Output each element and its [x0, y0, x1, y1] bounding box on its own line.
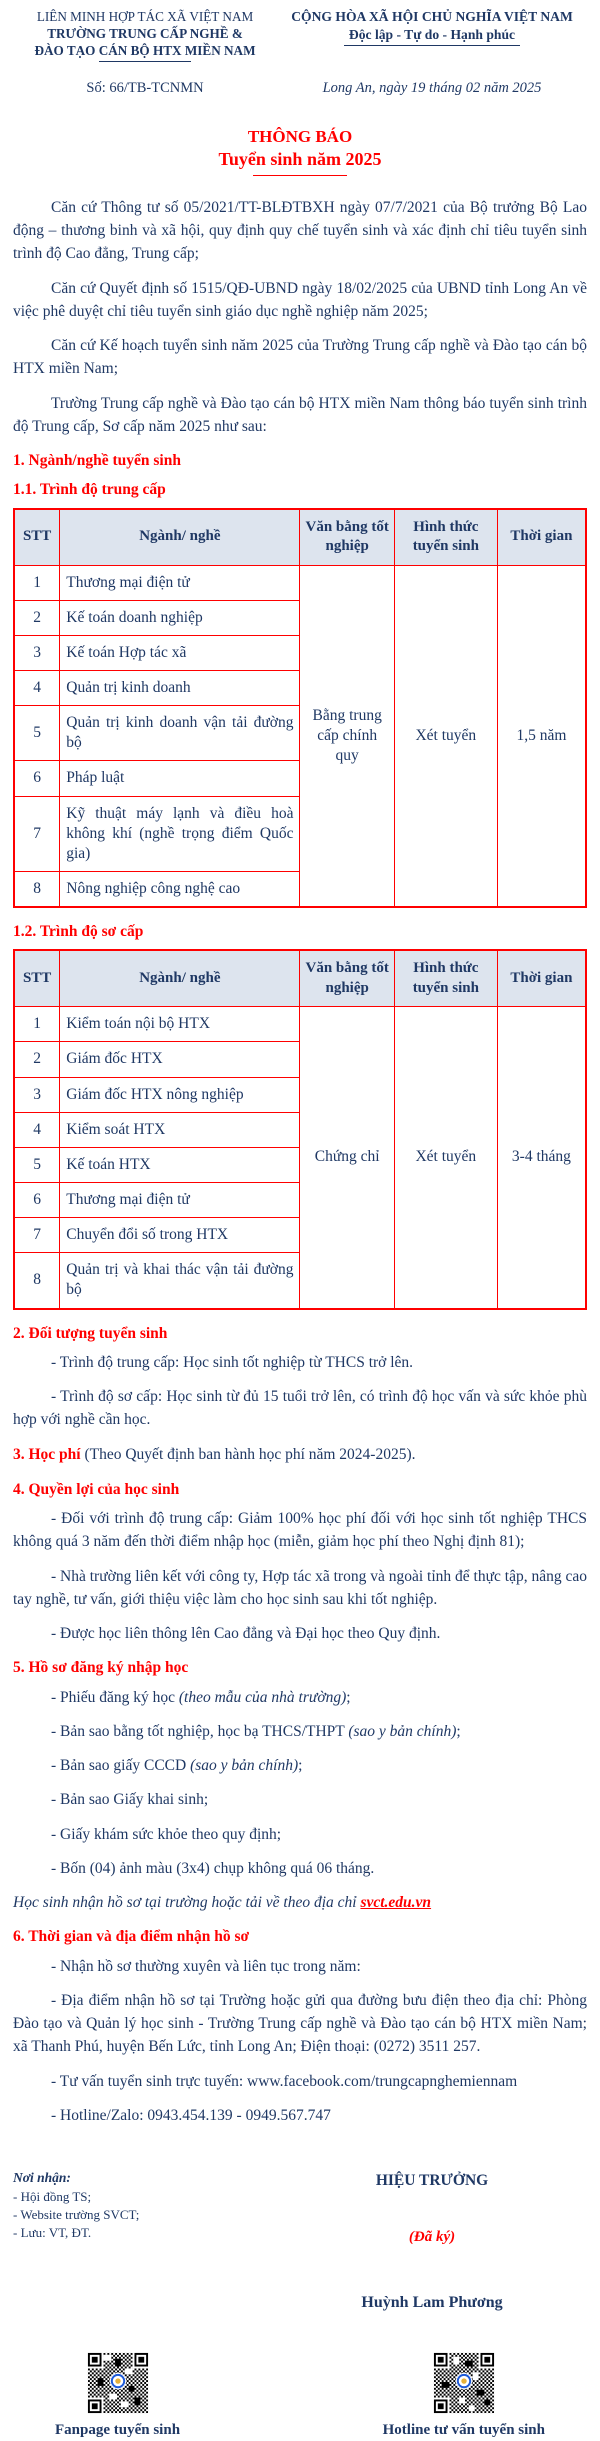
row-number: 3	[14, 635, 60, 670]
section2-item: - Trình độ trung cấp: Học sinh tốt nghiệp từ THCS trở lên.	[51, 1353, 414, 1371]
section5-item	[13, 1823, 587, 1846]
section3-rest: (Theo Quyết định ban hành học phí năm 2024-2025).	[80, 1445, 416, 1463]
place-date-line: Long An, ngày 19 tháng 02 năm 2025	[322, 80, 542, 97]
item-tail: ;	[346, 1688, 351, 1706]
column-header-major: Ngành/ nghề	[60, 950, 300, 1007]
degree-cell: Chứng chỉ	[300, 1007, 394, 1309]
section6-item: - Nhận hồ sơ thường xuyên và liên tục trong năm:	[51, 1957, 361, 1975]
section3-line	[13, 1443, 587, 1466]
section5-item	[13, 1686, 587, 1709]
row-number: 1	[14, 565, 60, 600]
item-note: (sao y bản chính)	[190, 1757, 299, 1775]
title-line1: THÔNG BÁO	[247, 127, 353, 147]
recipient-item: - Hội đồng TS;	[13, 2188, 92, 2204]
fanpage-qr-block	[55, 2351, 180, 2441]
major-name: Giám đốc HTX nông nghiệp	[60, 1077, 300, 1112]
row-number: 5	[14, 706, 60, 761]
section4-item: - Nhà trường liên kết với công ty, Hợp tác xã trong và ngoài tỉnh để thực tập, nâng cao tay nghề, tư vấn, giới thiệu việc làm cho học sinh sau khi tốt nghiệp.	[13, 1567, 587, 1608]
column-header-duration: Thời gian	[497, 950, 586, 1007]
item-text: - Bản sao giấy CCCD	[51, 1757, 191, 1775]
item-text: - Bản sao bằng tốt nghiệp, học bạ THCS/THPT	[51, 1722, 349, 1740]
major-name: Quản trị kinh doanh	[60, 670, 300, 705]
admission-method-cell: Xét tuyển	[394, 1007, 497, 1309]
duration-cell: 1,5 năm	[497, 565, 586, 907]
column-header-duration: Thời gian	[497, 509, 586, 566]
item-tail: ;	[456, 1722, 461, 1740]
row-number: 6	[14, 1183, 60, 1218]
hotline-zalo-line: - Hotline/Zalo: 0943.454.139 - 0949.567.747	[51, 2106, 331, 2124]
download-note-text: Học sinh nhận hồ sơ tại trường hoặc tải về theo địa chỉ	[13, 1894, 361, 1912]
major-name: Nông nghiệp công nghệ cao	[60, 871, 300, 907]
title-underline-rule	[253, 175, 347, 176]
section6-heading: 6. Thời gian và địa điểm nhận hồ sơ	[13, 1928, 250, 1946]
major-name: Quản trị kinh doanh vận tải đường bộ	[60, 706, 300, 761]
major-name: Quản trị và khai thác vận tải đường bộ	[60, 1253, 300, 1309]
row-number: 8	[14, 871, 60, 907]
section4-heading: 4. Quyền lợi của học sinh	[13, 1480, 180, 1498]
document-number: Số: 66/TB-TCNMN	[86, 80, 204, 97]
download-note-line	[13, 1891, 587, 1914]
major-name: Thương mại điện tử	[60, 1183, 300, 1218]
signer-title: HIỆU TRƯỞNG	[375, 2172, 489, 2190]
row-number: 6	[14, 761, 60, 796]
major-name: Giám đốc HTX	[60, 1042, 300, 1077]
item-tail: ;	[298, 1757, 303, 1775]
section5-item	[13, 1857, 587, 1880]
row-number: 4	[14, 670, 60, 705]
item-note: (sao y bản chính)	[348, 1722, 457, 1740]
duration-cell: 3-4 tháng	[497, 1007, 586, 1309]
document-body	[13, 196, 587, 2127]
recipients-label: Nơi nhận:	[13, 2170, 71, 2186]
item-text: - Phiếu đăng ký học	[51, 1688, 179, 1706]
table-header-row	[14, 509, 586, 566]
major-name: Kiểm toán nội bộ HTX	[60, 1007, 300, 1042]
row-number: 7	[14, 1218, 60, 1253]
column-header-stt: STT	[14, 950, 60, 1007]
fanpage-qr-label: Fanpage tuyển sinh	[55, 2421, 181, 2438]
major-name: Pháp luật	[60, 761, 300, 796]
fanpage-qr-code-image	[86, 2351, 150, 2415]
signature-block	[277, 2169, 587, 2315]
item-text: - Bốn (04) ảnh màu (3x4) chụp không quá 06 tháng.	[51, 1859, 375, 1877]
signer-name: Huỳnh Lam Phương	[361, 2293, 503, 2311]
section2-item: - Trình độ sơ cấp: Học sinh từ đủ 15 tuổi trở lên, có trình độ học vấn và sức khỏe phù hợp với nghề cần học.	[13, 1388, 587, 1429]
document-title	[13, 126, 587, 176]
column-header-method: Hình thức tuyển sinh	[394, 509, 497, 566]
recipient-item: - Website trường SVCT;	[13, 2207, 140, 2223]
letterhead	[13, 8, 587, 62]
degree-cell: Bằng trung cấp chính quy	[300, 565, 394, 907]
row-number: 2	[14, 1042, 60, 1077]
row-number: 8	[14, 1253, 60, 1309]
hotline-qr-label: Hotline tư vấn tuyển sinh	[382, 2421, 545, 2438]
school-name-line1: TRƯỜNG TRUNG CẤP NGHỀ &	[47, 26, 243, 42]
issuing-org-block	[13, 8, 277, 62]
number-date-row	[13, 78, 587, 100]
major-name: Kỹ thuật máy lạnh và điều hoà không khí (nghề trọng điểm Quốc gia)	[60, 796, 300, 871]
column-header-degree: Văn bằng tốt nghiệp	[300, 509, 394, 566]
table-header-row	[14, 950, 586, 1007]
row-number: 3	[14, 1077, 60, 1112]
item-note: (theo mẫu của nhà trường)	[178, 1688, 347, 1706]
elementary-level-table	[13, 949, 587, 1309]
org-underline-rule	[99, 61, 191, 62]
section1-2-heading: 1.2. Trình độ sơ cấp	[13, 923, 144, 941]
intro-paragraph: Căn cứ Thông tư số 05/2021/TT-BLĐTBXH ngày 07/7/2021 của Bộ trưởng Bộ Lao động – thương binh và xã hội, quy định quy chế tuyển sinh và xác định chỉ tiêu tuyển sinh trình độ Cao đẳng, Trung cấp;	[13, 198, 587, 263]
table-row	[14, 565, 586, 600]
row-number: 2	[14, 600, 60, 635]
section2-heading: 2. Đối tượng tuyển sinh	[13, 1324, 168, 1342]
title-line2: Tuyển sinh năm 2025	[218, 149, 382, 170]
column-header-method: Hình thức tuyển sinh	[394, 950, 497, 1007]
row-number: 5	[14, 1147, 60, 1182]
major-name: Kiểm soát HTX	[60, 1112, 300, 1147]
major-name: Kế toán HTX	[60, 1147, 300, 1182]
major-name: Kế toán doanh nghiệp	[60, 600, 300, 635]
admission-method-cell: Xét tuyển	[394, 565, 497, 907]
section5-heading: 5. Hồ sơ đăng ký nhập học	[13, 1659, 189, 1677]
column-header-degree: Văn bằng tốt nghiệp	[300, 950, 394, 1007]
footer-block	[13, 2169, 587, 2315]
column-header-stt: STT	[14, 509, 60, 566]
hotline-qr-block	[383, 2351, 545, 2441]
signed-note: (Đã ký)	[408, 2229, 456, 2246]
national-title: CỘNG HÒA XÃ HỘI CHỦ NGHĨA VIỆT NAM	[291, 9, 573, 24]
motto-underline-rule	[344, 45, 520, 46]
facebook-consult-line: - Tư vấn tuyển sinh trực tuyến: www.facebook.com/trungcapnghemiennam	[51, 2072, 518, 2090]
section5-item	[13, 1720, 587, 1743]
major-name: Kế toán Hợp tác xã	[60, 635, 300, 670]
major-name: Thương mại điện tử	[60, 565, 300, 600]
major-name: Chuyển đổi số trong HTX	[60, 1218, 300, 1253]
table-row	[14, 1007, 586, 1042]
section4-item: - Đối với trình độ trung cấp: Giảm 100% học phí đối với học sinh tốt nghiệp THCS không quá 3 năm đến thời điểm nhập học (miễn, giảm học phí theo Nghị định 81);	[13, 1510, 587, 1551]
row-number: 7	[14, 796, 60, 871]
section5-item	[13, 1754, 587, 1777]
intro-paragraph: Căn cứ Quyết định số 1515/QĐ-UBND ngày 18/02/2025 của UBND tỉnh Long An về việc phê duyệt chỉ tiêu tuyển sinh giáo dục nghề nghiệp năm 2025;	[13, 279, 587, 320]
item-text: - Giấy khám sức khỏe theo quy định;	[51, 1825, 282, 1843]
section1-heading: 1. Ngành/nghề tuyển sinh	[13, 452, 181, 470]
hotline-qr-code-image	[432, 2351, 496, 2415]
intermediate-level-table	[13, 508, 587, 909]
section5-item	[13, 1788, 587, 1811]
recipients-block	[13, 2169, 277, 2315]
qr-codes-row	[13, 2351, 587, 2441]
intro-paragraph: Trường Trung cấp nghề và Đào tạo cán bộ HTX miền Nam thông báo tuyển sinh trình độ Trung cấp, Sơ cấp năm 2025 như sau:	[13, 394, 587, 435]
row-number: 1	[14, 1007, 60, 1042]
national-motto: Độc lập - Tự do - Hạnh phúc	[348, 26, 516, 42]
row-number: 4	[14, 1112, 60, 1147]
svct-website-link[interactable]: svct.edu.vn	[360, 1894, 432, 1912]
national-motto-block	[277, 8, 587, 62]
column-header-major: Ngành/ nghề	[60, 509, 300, 566]
section3-heading: 3. Học phí	[13, 1445, 81, 1463]
section4-item: - Được học liên thông lên Cao đẳng và Đại học theo Quy định.	[51, 1625, 441, 1643]
section6-item: - Địa điểm nhận hồ sơ tại Trường hoặc gửi qua đường bưu điện theo địa chỉ: Phòng Đào tạo và Quản lý học sinh - Trường Trung cấp nghề và Đào tạo cán bộ HTX miền Nam; xã Thanh Phú, huyện Bến Lức, tỉnh Long An; Điện thoại: (0272) 3511 257.	[13, 1991, 587, 2056]
parent-org-name: LIÊN MINH HỢP TÁC XÃ VIỆT NAM	[36, 9, 254, 24]
item-text: - Bản sao Giấy khai sinh;	[51, 1791, 209, 1809]
section1-1-heading: 1.1. Trình độ trung cấp	[13, 481, 166, 499]
recipient-item: - Lưu: VT, ĐT.	[13, 2225, 92, 2241]
school-name-line2: ĐÀO TẠO CÁN BỘ HTX MIỀN NAM	[34, 43, 256, 59]
intro-paragraph: Căn cứ Kế hoạch tuyển sinh năm 2025 của Trường Trung cấp nghề và Đào tạo cán bộ HTX miền Nam;	[13, 337, 587, 378]
